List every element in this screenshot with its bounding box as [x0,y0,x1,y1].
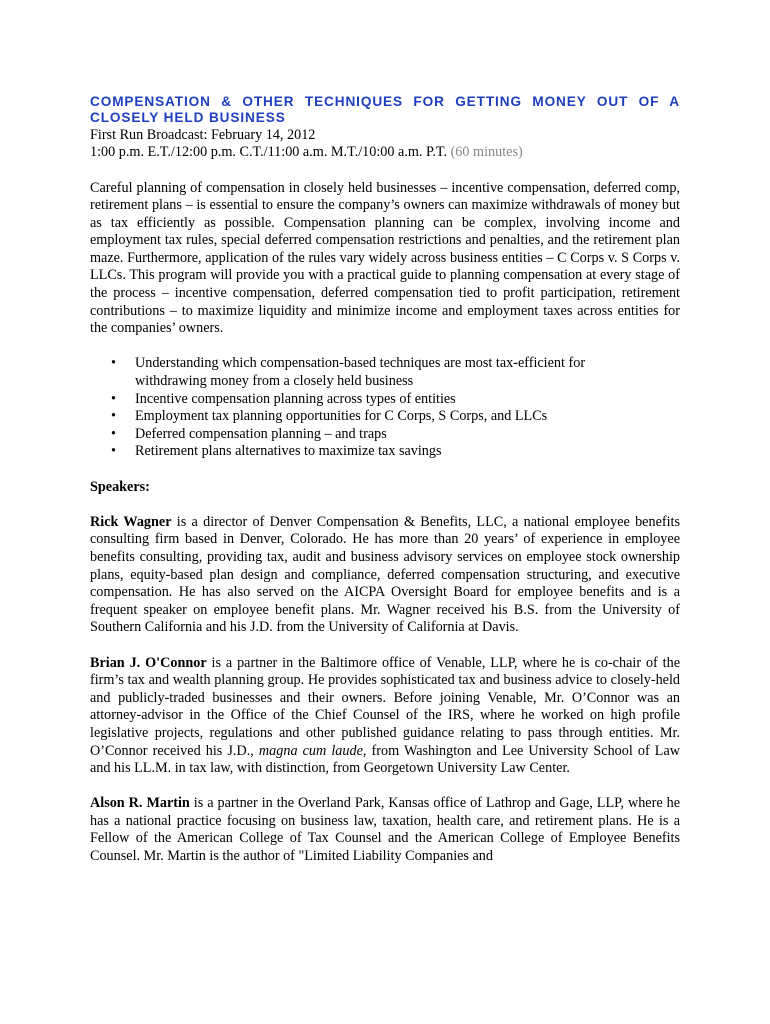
bullet-icon: • [111,355,116,372]
program-duration: (60 minutes) [450,144,523,161]
list-item [90,355,615,390]
bullet-icon: • [111,390,116,407]
broadcast-date: First Run Broadcast: February 14, 2012 [90,126,316,143]
speaker-bio-martin [90,795,680,865]
list-item [90,426,615,444]
list-item-text: Understanding which compensation-based techniques are most tax-efficient for withdrawing money from a closely held business [135,355,586,390]
document-page [90,94,680,866]
bullet-icon: • [111,443,116,460]
broadcast-time [90,144,680,162]
list-item [90,443,615,461]
list-item-text: Retirement plans alternatives to maximize tax savings [135,443,442,460]
speaker-name: Alson R. Martin [90,795,190,812]
list-item [90,408,615,426]
program-title: COMPENSATION & OTHER TECHNIQUES FOR GETTING MONEY OUT OF A CLOSELY HELD BUSINESS [90,94,680,126]
speaker-bio-oconnor [90,655,680,778]
topics-list [90,355,680,461]
bullet-icon: • [111,425,116,442]
list-item-text: Deferred compensation planning – and traps [135,425,387,442]
broadcast-time-text: 1:00 p.m. E.T./12:00 p.m. C.T./11:00 a.m. M.T./10:00 a.m. P.T. [90,144,448,161]
speaker-name: Brian J. O'Connor [90,654,207,671]
list-item [90,391,615,409]
speaker-honor: magna cum laude [258,742,363,759]
speaker-bio-text: is a partner in the Baltimore office of Venable, LLP, where he is co-chair of the firm’s tax and wealth planning group. He provides sophisticated tax and business advice to closely-held and publicly-traded businesses and their owners. Before joining Venable, Mr. O’Connor was an attorney-advisor in the Office of the Chief Counsel of the IRS, where he worked on high profile legislative projects, regulations and other published guidance relating to pass through entities. Mr. O’Connor received his J.D., [90,654,680,759]
speaker-bio-text-end: , from Washington and Lee University School of Law and his LL.M. in tax law, with distinction, from Georgetown University Law Center. [90,742,681,777]
speaker-bio-wagner [90,514,680,637]
speaker-bio-text: is a partner in the Overland Park, Kansas office of Lathrop and Gage, LLP, where he has a national practice focusing on business law, taxation, health care, and retirement plans. He is a Fellow of the American College of Tax Counsel and the American College of Employee Benefits Counsel. Mr. Martin is the author of "Limited Liability Companies and [90,795,680,865]
speaker-name: Rick Wagner [90,513,172,530]
program-description: Careful planning of compensation in closely held businesses – incentive compensation, deferred comp, retirement plans – is essential to ensure the company’s owners can maximize withdrawals of money but as tax efficiently as possible. Compensation planning can be complex, involving income and employment tax rules, special deferred compensation restrictions and penalties, and the retirement plan maze. Furthermore, application of the rules vary widely across business entities – C Corps v. S Corps v. LLCs. This program will provide you with a practical guide to planning compensation at every stage of the process – incentive compensation, deferred compensation tied to profit participation, retirement contributions – to maximize liquidity and minimize income and employment taxes across entities for the companies’ owners. [90,179,680,337]
list-item-text: Employment tax planning opportunities for C Corps, S Corps, and LLCs [135,408,548,425]
speakers-heading: Speakers: [90,478,150,495]
speaker-bio-text: is a director of Denver Compensation & Benefits, LLC, a national employee benefits consulting firm based in Denver, Colorado. He has more than 20 years’ of experience in employee benefits consulting, providing tax, audit and business advisory services on employee stock ownership plans, equity-based plan design and compliance, deferred compensation structuring, and executive compensation. He has also served on the AICPA Oversight Board for employee benefits and is a frequent speaker on employee benefit plans. Mr. Wagner received his B.S. from the University of Southern California and his J.D. from the University of California at Davis. [90,513,680,636]
bullet-icon: • [111,408,116,425]
list-item-text: Incentive compensation planning across types of entities [135,390,456,407]
